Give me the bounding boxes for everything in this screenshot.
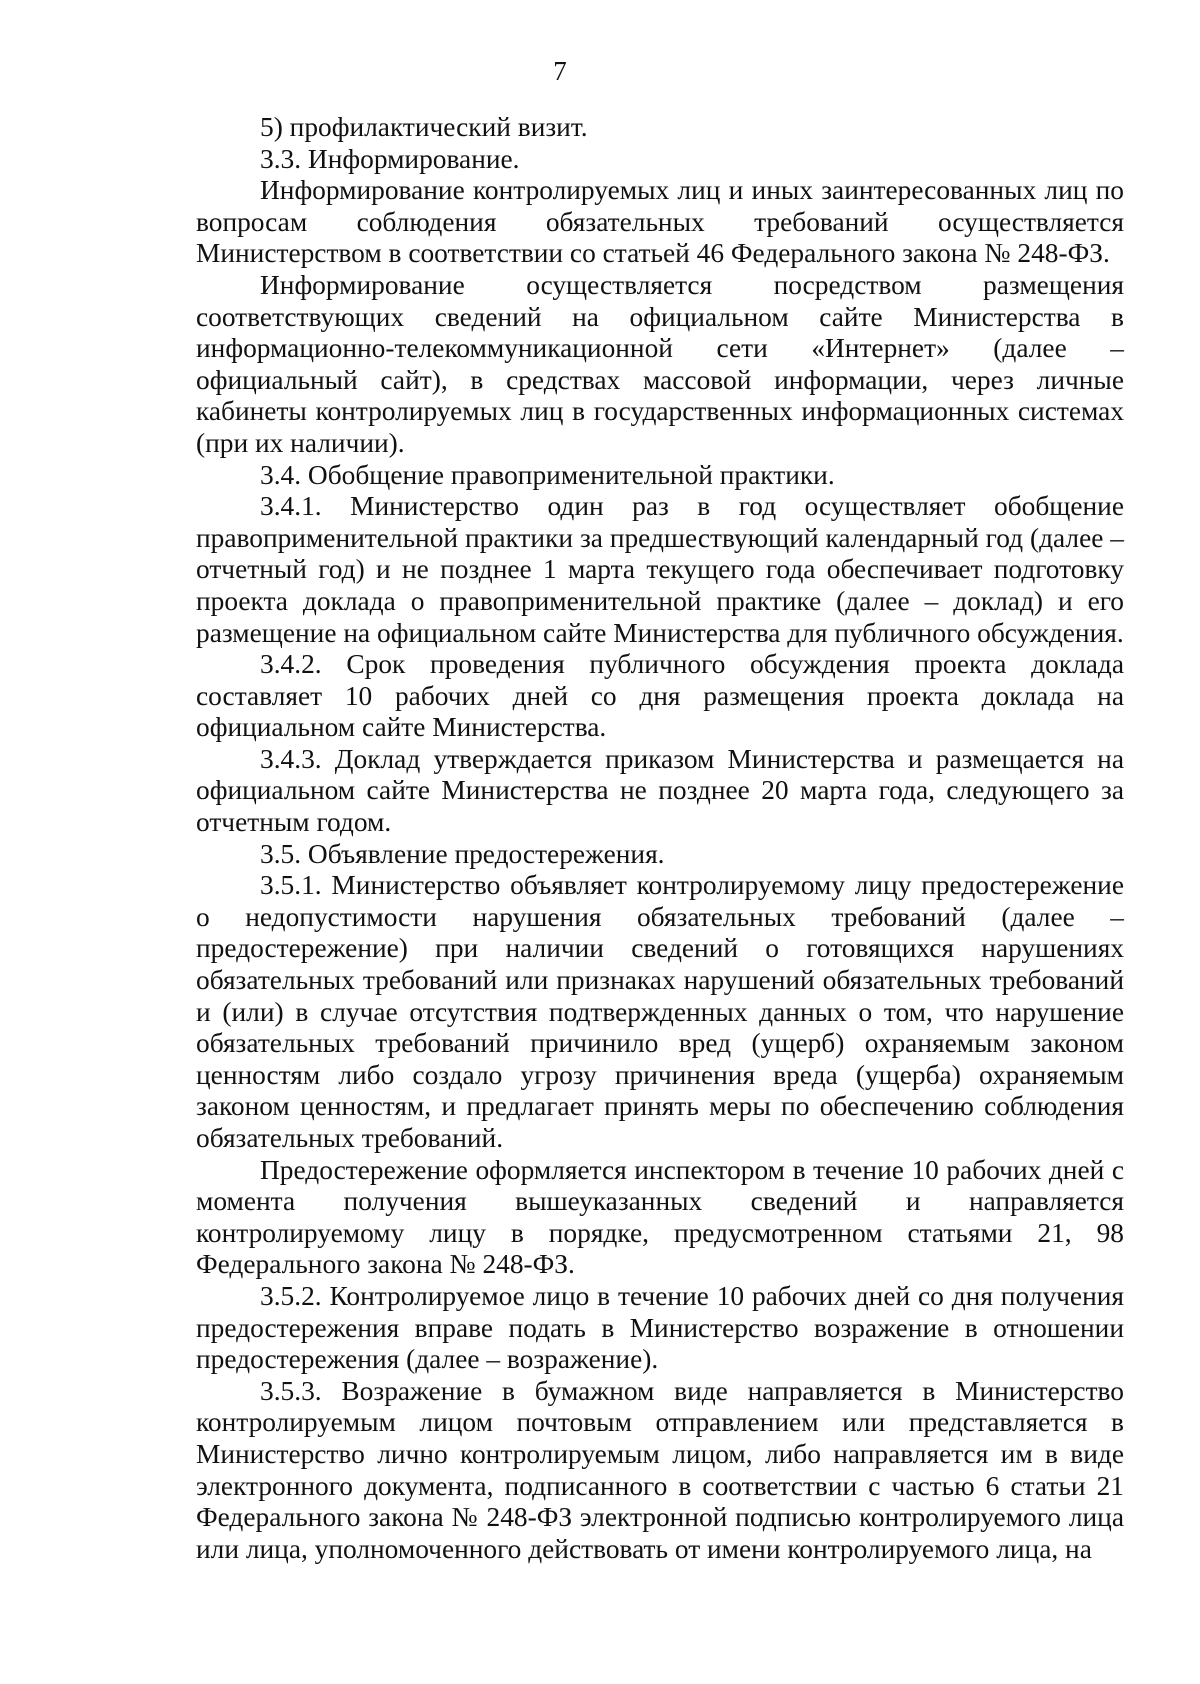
section-heading-3-5: 3.5. Объявление предостережения. [260,838,665,869]
paragraph-informing: Информирование контролируемых лиц и иных заинтересованных лиц по вопросам соблюдения обязательных требований осуществляется Министерством в соответствии со статьей 46 Федерального закона № 248-ФЗ. [196,175,1124,269]
paragraph-3-4-3: 3.4.3. Доклад утверждается приказом Министерства и размещается на официальном сайте Министерства не позднее 20 марта года, следующего за отчетным годом. [196,743,1124,838]
paragraph-3-4-2: 3.4.2. Срок проведения публичного обсуждения проекта доклада составляет 10 рабочих дней со дня размещения проекта доклада на официальном сайте Министерства. [196,649,1124,743]
section-heading-3-3: 3.3. Информирование. [260,143,520,174]
paragraph-3-5-2: 3.5.2. Контролируемое лицо в течение 10 рабочих дней со дня получения предостережения вправе подать в Министерство возражение в отношении предостережения (далее – возражение). [196,1280,1124,1375]
paragraph-3-4-1: 3.4.1. Министерство один раз в год осуществляет обобщение правоприменительной практики за предшествующий календарный год (далее – отчетный год) и не позднее 1 марта текущего года обеспечивает подготовку проекта доклада о правоприменительной практике (далее – доклад) и его размещение на официальном сайте Министерства для публичного обсуждения. [196,491,1124,648]
paragraph-informing-channels: Информирование осуществляется посредством размещения соответствующих сведений на официальном сайте Министерства в информационно-телекоммуникационной сети «Интернет» (далее – официальный сайт), в средствах массовой информации, через личные кабинеты контролируемых лиц в государственных информационных системах (при их наличии). [196,269,1124,458]
document-body [196,112,1124,1565]
paragraph-warning-issuance: Предостережение оформляется инспектором в течение 10 рабочих дней с момента получения вышеуказанных сведений и направляется контролируемому лицу в порядке, предусмотренном статьями 21, 98 Федерального закона № 248-ФЗ. [196,1154,1124,1280]
paragraph-3-5-3: 3.5.3. Возражение в бумажном виде направляется в Министерство контролируемым лицом почтовым отправлением или представляется в Министерство лично контролируемым лицом, либо направляется им в виде электронного документа, подписанного в соответствии с частью 6 статьи 21 Федерального закона № 248-ФЗ электронной подписью контролируемого лица или лица, уполномоченного действовать от имени контролируемого лица, на [196,1375,1124,1564]
page-number: 7 [553,56,567,86]
list-item-preventive-visit: 5) профилактический визит. [260,112,588,142]
paragraph-3-5-1: 3.5.1. Министерство объявляет контролируемому лицу предостережение о недопустимости нарушения обязательных требований (далее – предостережение) при наличии сведений о готовящихся нарушениях обязательных требований или признаках нарушений обязательных требований и (или) в случае отсутствия подтвержденных данных о том, что нарушение обязательных требований причинило вред (ущерб) охраняемым законом ценностям либо создало угрозу причинения вреда (ущерба) охраняемым законом ценностям, и предлагает принять меры по обеспечению соблюдения обязательных требований. [196,870,1124,1153]
section-heading-3-4: 3.4. Обобщение правоприменительной практики. [260,459,835,490]
